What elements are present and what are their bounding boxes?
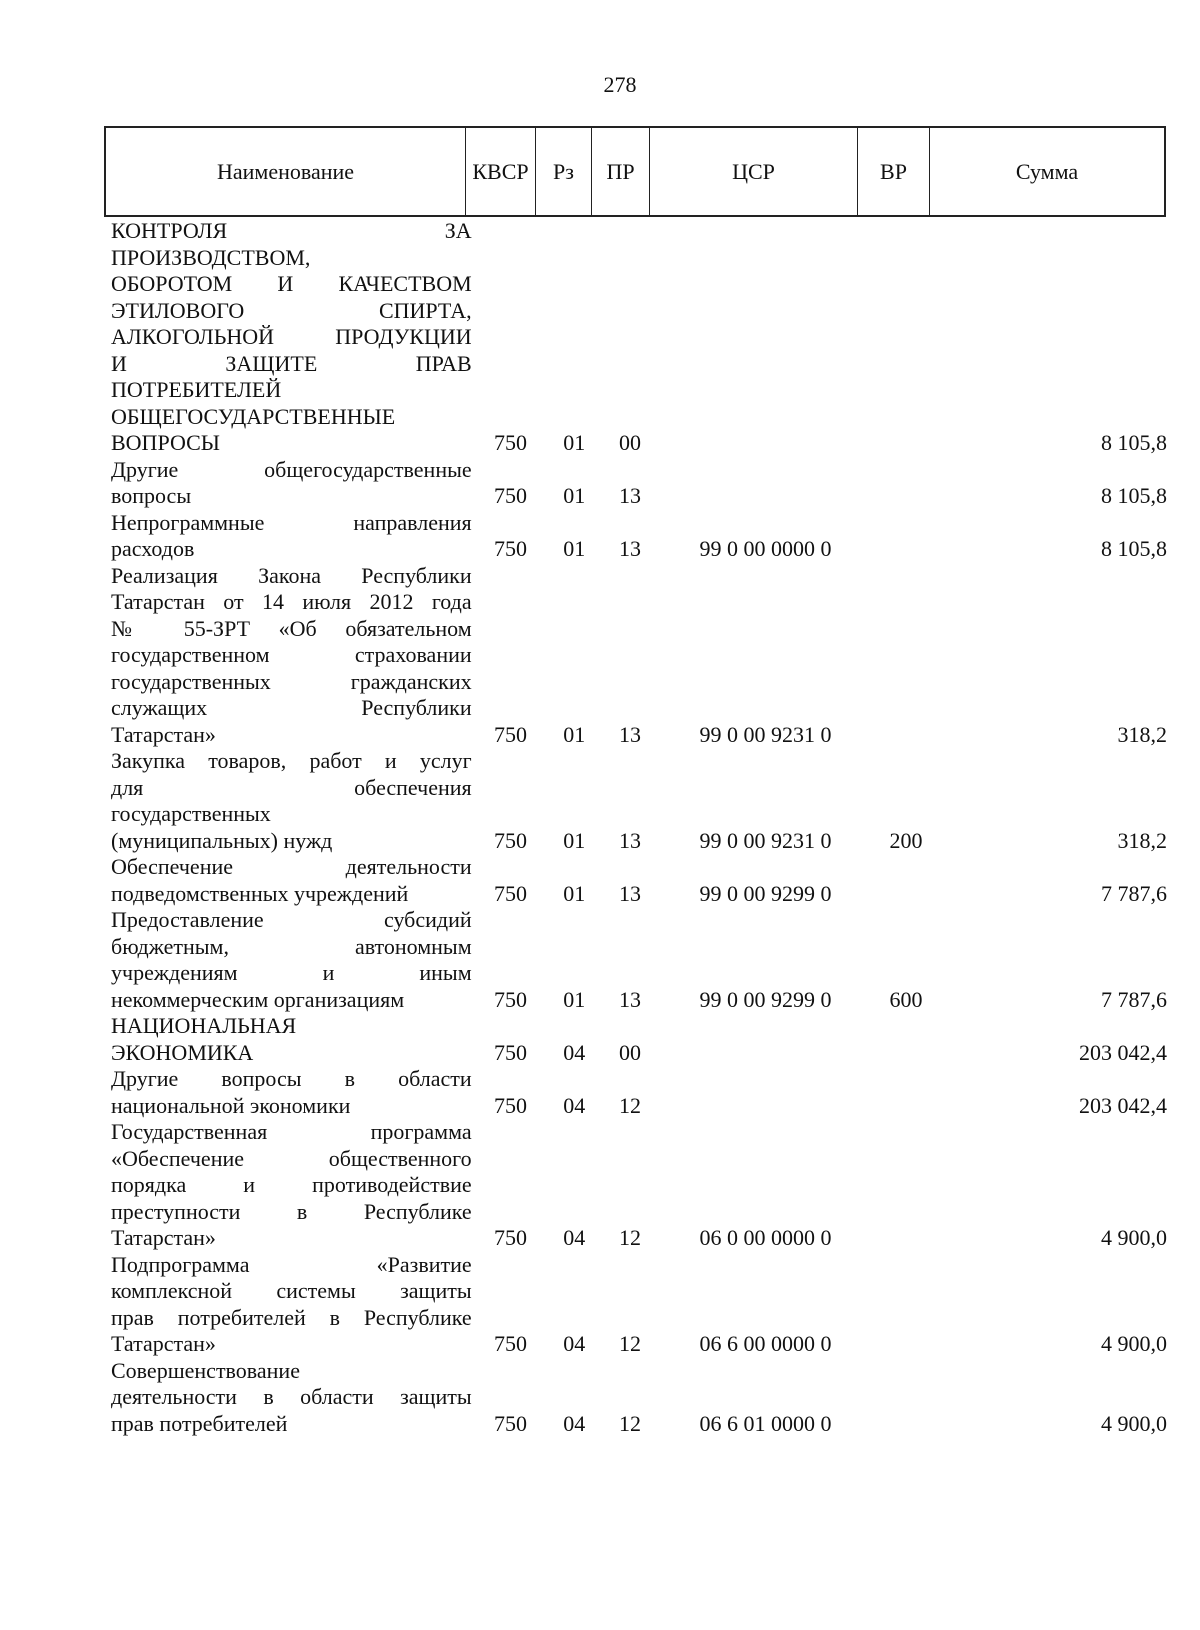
row-name-line: прав потребителей [111, 1410, 288, 1436]
row-sum: 318,2 [1117, 721, 1167, 747]
row-csr: 99 0 00 9299 0 [699, 986, 832, 1012]
row-sum: 8 105,8 [1101, 536, 1167, 561]
row-name-line: преступности в Республике [111, 1198, 472, 1224]
row-sum: 7 787,6 [1101, 986, 1167, 1012]
row-rz: 04 [563, 1039, 586, 1065]
table-row [111, 907, 1171, 1013]
header-pr: ПР [592, 128, 650, 215]
row-kvsr: 750 [493, 880, 527, 906]
row-sum: 8 105,8 [1101, 483, 1167, 508]
row-name-line: ПОТРЕБИТЕЛЕЙ [111, 377, 282, 402]
row-name-line: комплексной системы защиты [111, 1278, 472, 1303]
row-name-line: Совершенствование [111, 1357, 300, 1383]
row-sum: 318,2 [1117, 827, 1167, 853]
row-name [111, 1066, 472, 1119]
row-rz: 01 [563, 827, 586, 853]
row-name-line: Другие общегосударственные [111, 456, 472, 482]
row-name-line: КОНТРОЛЯ ЗА [111, 218, 472, 243]
table-row [111, 1013, 1171, 1066]
row-pr: 00 [619, 430, 642, 455]
row-kvsr: 750 [493, 1092, 527, 1118]
row-name [111, 1119, 472, 1252]
row-name [111, 510, 472, 563]
row-csr: 99 0 00 9231 0 [699, 827, 832, 853]
row-name-line: государственных гражданских [111, 668, 472, 694]
row-name-line: учреждениям и иным [111, 960, 472, 985]
row-name-line: Другие вопросы в области [111, 1066, 472, 1091]
row-name-line: И ЗАЩИТЕ ПРАВ [111, 350, 472, 376]
row-name-line: Реализация Закона Республики [111, 562, 472, 588]
row-pr: 00 [619, 1039, 642, 1065]
row-pr: 13 [619, 483, 642, 508]
header-sum: Сумма [1015, 158, 1079, 184]
row-pr: 12 [619, 1225, 642, 1250]
table-row [111, 457, 1171, 510]
row-name [111, 854, 472, 907]
row-sum: 8 105,8 [1101, 430, 1167, 455]
row-pr: 13 [619, 721, 642, 747]
row-vr: 600 [889, 986, 923, 1012]
table-row [111, 1358, 1171, 1438]
row-name-line: Татарстан от 14 июля 2012 года [111, 589, 472, 614]
table-row [111, 854, 1171, 907]
row-kvsr: 750 [493, 483, 527, 508]
row-sum: 4 900,0 [1101, 1225, 1167, 1250]
row-rz: 01 [563, 986, 586, 1012]
table-row [111, 404, 1171, 457]
row-name-line: служащих Республики [111, 695, 472, 720]
row-name [111, 1013, 472, 1066]
row-name-line: для обеспечения [111, 774, 472, 800]
row-pr: 13 [619, 880, 642, 906]
row-name [111, 457, 472, 510]
row-csr: 06 6 00 0000 0 [699, 1331, 832, 1356]
row-name-line: вопросы [111, 483, 192, 508]
row-name [111, 404, 472, 457]
row-rz: 01 [563, 880, 586, 906]
row-pr: 13 [619, 827, 642, 853]
row-kvsr: 750 [493, 986, 527, 1012]
row-rz: 01 [563, 536, 586, 561]
row-kvsr: 750 [493, 536, 527, 561]
row-name-line: прав потребителей в Республике [111, 1304, 472, 1330]
row-name [111, 907, 472, 1013]
row-pr: 13 [619, 536, 642, 561]
row-name-line: ПРОИЗВОДСТВОМ, [111, 244, 311, 270]
row-rz: 04 [563, 1092, 586, 1118]
header-vr: ВР [858, 128, 930, 215]
header-kvsr: КВСР [466, 128, 536, 215]
page-number: 278 [603, 72, 637, 97]
row-kvsr: 750 [493, 721, 527, 747]
row-name-line: АЛКОГОЛЬНОЙ ПРОДУКЦИИ [111, 324, 472, 349]
row-csr: 99 0 00 9231 0 [699, 721, 832, 747]
row-name-line: НАЦИОНАЛЬНАЯ [111, 1013, 297, 1038]
row-name-line: расходов [111, 536, 195, 561]
row-kvsr: 750 [493, 1225, 527, 1250]
row-name-line: ВОПРОСЫ [111, 430, 220, 455]
row-name-line: Подпрограмма «Развитие [111, 1251, 472, 1277]
row-sum: 203 042,4 [1079, 1092, 1167, 1118]
row-name-line: Татарстан» [111, 721, 216, 747]
row-sum: 4 900,0 [1101, 1331, 1167, 1356]
row-rz: 04 [563, 1410, 586, 1436]
row-csr: 99 0 00 9299 0 [699, 880, 832, 906]
row-rz: 04 [563, 1331, 586, 1356]
row-name-line: ЭТИЛОВОГО СПИРТА, [111, 297, 472, 323]
row-name-line: ОБЩЕГОСУДАРСТВЕННЫЕ [111, 403, 396, 429]
row-name-line: Непрограммные направления [111, 509, 472, 535]
table-row [111, 1252, 1171, 1358]
row-sum: 4 900,0 [1101, 1410, 1167, 1436]
row-name-line: подведомственных учреждений [111, 880, 409, 906]
header-rz: Рз [536, 128, 592, 215]
row-kvsr: 750 [493, 1410, 527, 1436]
row-name-line: государственном страховании [111, 642, 472, 667]
table-row [111, 1066, 1171, 1119]
row-csr: 99 0 00 0000 0 [699, 536, 832, 561]
row-rz: 01 [563, 483, 586, 508]
row-name-line: государственных [111, 801, 271, 826]
row-name-line: Обеспечение деятельности [111, 854, 472, 879]
row-name-line: Государственная программа [111, 1119, 472, 1144]
row-name-line: бюджетным, автономным [111, 933, 472, 959]
table-row [111, 563, 1171, 749]
table-row [111, 1119, 1171, 1252]
row-name-line: ОБОРОТОМ И КАЧЕСТВОМ [111, 271, 472, 296]
row-rz: 04 [563, 1225, 586, 1250]
table-row [111, 748, 1171, 854]
row-name-line: Предоставление субсидий [111, 907, 472, 932]
row-name [111, 1252, 472, 1358]
row-kvsr: 750 [493, 1331, 527, 1356]
row-name [111, 748, 472, 854]
row-name-line: некоммерческим организациям [111, 986, 405, 1012]
row-sum: 203 042,4 [1079, 1039, 1167, 1065]
row-kvsr: 750 [493, 430, 527, 455]
budget-table-body [111, 218, 1171, 1437]
row-name-line: Татарстан» [111, 1225, 216, 1250]
row-vr: 200 [889, 827, 923, 853]
row-name-line: деятельности в области защиты [111, 1384, 472, 1409]
header-csr: ЦСР [650, 128, 858, 215]
row-rz: 01 [563, 430, 586, 455]
row-name [111, 218, 472, 404]
row-name [111, 563, 472, 749]
row-kvsr: 750 [493, 1039, 527, 1065]
row-sum: 7 787,6 [1101, 880, 1167, 906]
row-name-line: ЭКОНОМИКА [111, 1039, 254, 1065]
row-name-line: Татарстан» [111, 1331, 216, 1356]
table-header [104, 126, 1166, 217]
row-pr: 12 [619, 1331, 642, 1356]
row-csr: 06 0 00 0000 0 [699, 1225, 832, 1250]
row-kvsr: 750 [493, 827, 527, 853]
row-name-line: № 55-ЗРТ «Об обязательном [111, 615, 472, 641]
row-pr: 12 [619, 1410, 642, 1436]
row-name-line: Закупка товаров, работ и услуг [111, 748, 472, 773]
header-name: Наименование [106, 128, 466, 215]
row-pr: 13 [619, 986, 642, 1012]
row-pr: 12 [619, 1092, 642, 1118]
table-row [111, 510, 1171, 563]
row-name-line: порядка и противодействие [111, 1172, 472, 1197]
row-csr: 06 6 01 0000 0 [699, 1410, 832, 1436]
row-name-line: (муниципальных) нужд [111, 827, 333, 853]
table-row [111, 218, 1171, 404]
row-name-line: национальной экономики [111, 1092, 351, 1118]
row-name-line: «Обеспечение общественного [111, 1145, 472, 1171]
row-name [111, 1358, 472, 1438]
row-rz: 01 [563, 721, 586, 747]
